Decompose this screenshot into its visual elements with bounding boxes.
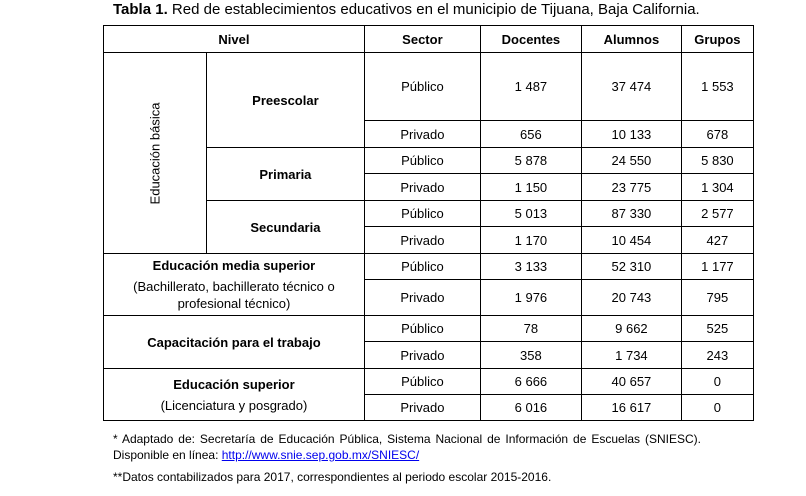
cell-sector: Privado [364, 227, 480, 254]
cell-grupos: 243 [681, 342, 753, 369]
level-secundaria: Secundaria [206, 201, 364, 254]
cell-sector: Privado [364, 280, 480, 316]
header-sector: Sector [364, 26, 480, 53]
cell-docentes: 1 487 [480, 53, 581, 121]
cell-alumnos: 10 454 [581, 227, 681, 254]
table-row [104, 53, 754, 121]
cell-sector: Privado [364, 342, 480, 369]
caption-text: Red de establecimientos educativos en el municipio de Tijuana, Baja California. [171, 1, 700, 18]
cell-alumnos: 24 550 [581, 148, 681, 174]
header-row [104, 26, 754, 53]
cell-sector: Público [364, 369, 480, 395]
level-preescolar: Preescolar [206, 53, 364, 148]
cell-grupos: 678 [681, 121, 753, 148]
cell-docentes: 656 [480, 121, 581, 148]
cell-docentes: 3 133 [480, 254, 581, 280]
cell-docentes: 78 [480, 316, 581, 342]
cell-alumnos: 87 330 [581, 201, 681, 227]
cell-alumnos: 10 133 [581, 121, 681, 148]
level-primaria: Primaria [206, 148, 364, 201]
cell-docentes: 5 013 [480, 201, 581, 227]
cell-sector: Público [364, 148, 480, 174]
cell-alumnos: 37 474 [581, 53, 681, 121]
cell-sector: Público [364, 254, 480, 280]
cell-grupos: 1 553 [681, 53, 753, 121]
cell-alumnos: 9 662 [581, 316, 681, 342]
header-grupos: Grupos [681, 26, 753, 53]
table-row [104, 254, 754, 280]
level-capacitacion: Capacitación para el trabajo [104, 316, 365, 369]
cell-sector: Público [364, 316, 480, 342]
table-row [104, 316, 754, 342]
table-caption [113, 1, 700, 18]
cell-docentes: 1 976 [480, 280, 581, 316]
level-media-superior-sub: (Bachillerato, bachillerato técnico o profesional técnico) [133, 279, 335, 311]
cell-alumnos: 52 310 [581, 254, 681, 280]
education-table [103, 25, 754, 421]
cell-grupos: 1 177 [681, 254, 753, 280]
table-row [104, 369, 754, 395]
cell-docentes: 1 170 [480, 227, 581, 254]
caption-label: Tabla 1. [113, 1, 168, 18]
cell-docentes: 6 016 [480, 395, 581, 421]
cell-grupos: 0 [681, 395, 753, 421]
cell-sector: Privado [364, 121, 480, 148]
cell-sector: Privado [364, 395, 480, 421]
level-superior [104, 369, 365, 421]
level-superior-label: Educación superior [173, 376, 295, 392]
cell-alumnos: 1 734 [581, 342, 681, 369]
group-basica-label: Educación básica [147, 102, 163, 204]
cell-grupos: 427 [681, 227, 753, 254]
cell-grupos: 1 304 [681, 174, 753, 201]
level-media-superior [104, 254, 365, 316]
cell-grupos: 5 830 [681, 148, 753, 174]
cell-sector: Público [364, 53, 480, 121]
source-link[interactable]: http://www.snie.sep.gob.mx/SNIESC/ [221, 448, 420, 462]
group-basica [104, 53, 207, 254]
cell-alumnos: 23 775 [581, 174, 681, 201]
source-note [113, 431, 701, 463]
header-nivel: Nivel [104, 26, 365, 53]
level-superior-sub: (Licenciatura y posgrado) [160, 397, 308, 413]
level-media-superior-label: Educación media superior [152, 258, 316, 273]
cell-docentes: 358 [480, 342, 581, 369]
cell-alumnos: 16 617 [581, 395, 681, 421]
cell-alumnos: 20 743 [581, 280, 681, 316]
cell-docentes: 6 666 [480, 369, 581, 395]
cell-grupos: 0 [681, 369, 753, 395]
cell-sector: Público [364, 201, 480, 227]
cell-alumnos: 40 657 [581, 369, 681, 395]
cell-grupos: 2 577 [681, 201, 753, 227]
cell-docentes: 5 878 [480, 148, 581, 174]
header-docentes: Docentes [480, 26, 581, 53]
data-note: **Datos contabilizados para 2017, correspondientes al periodo escolar 2015-2016. [113, 470, 552, 484]
header-alumnos: Alumnos [581, 26, 681, 53]
source-note-text: * Adaptado de: Secretaría de Educación Pública, Sistema Nacional de Información de Escuelas (SNIESC). Disponible en línea: [113, 432, 701, 462]
cell-grupos: 525 [681, 316, 753, 342]
cell-grupos: 795 [681, 280, 753, 316]
cell-docentes: 1 150 [480, 174, 581, 201]
cell-sector: Privado [364, 174, 480, 201]
